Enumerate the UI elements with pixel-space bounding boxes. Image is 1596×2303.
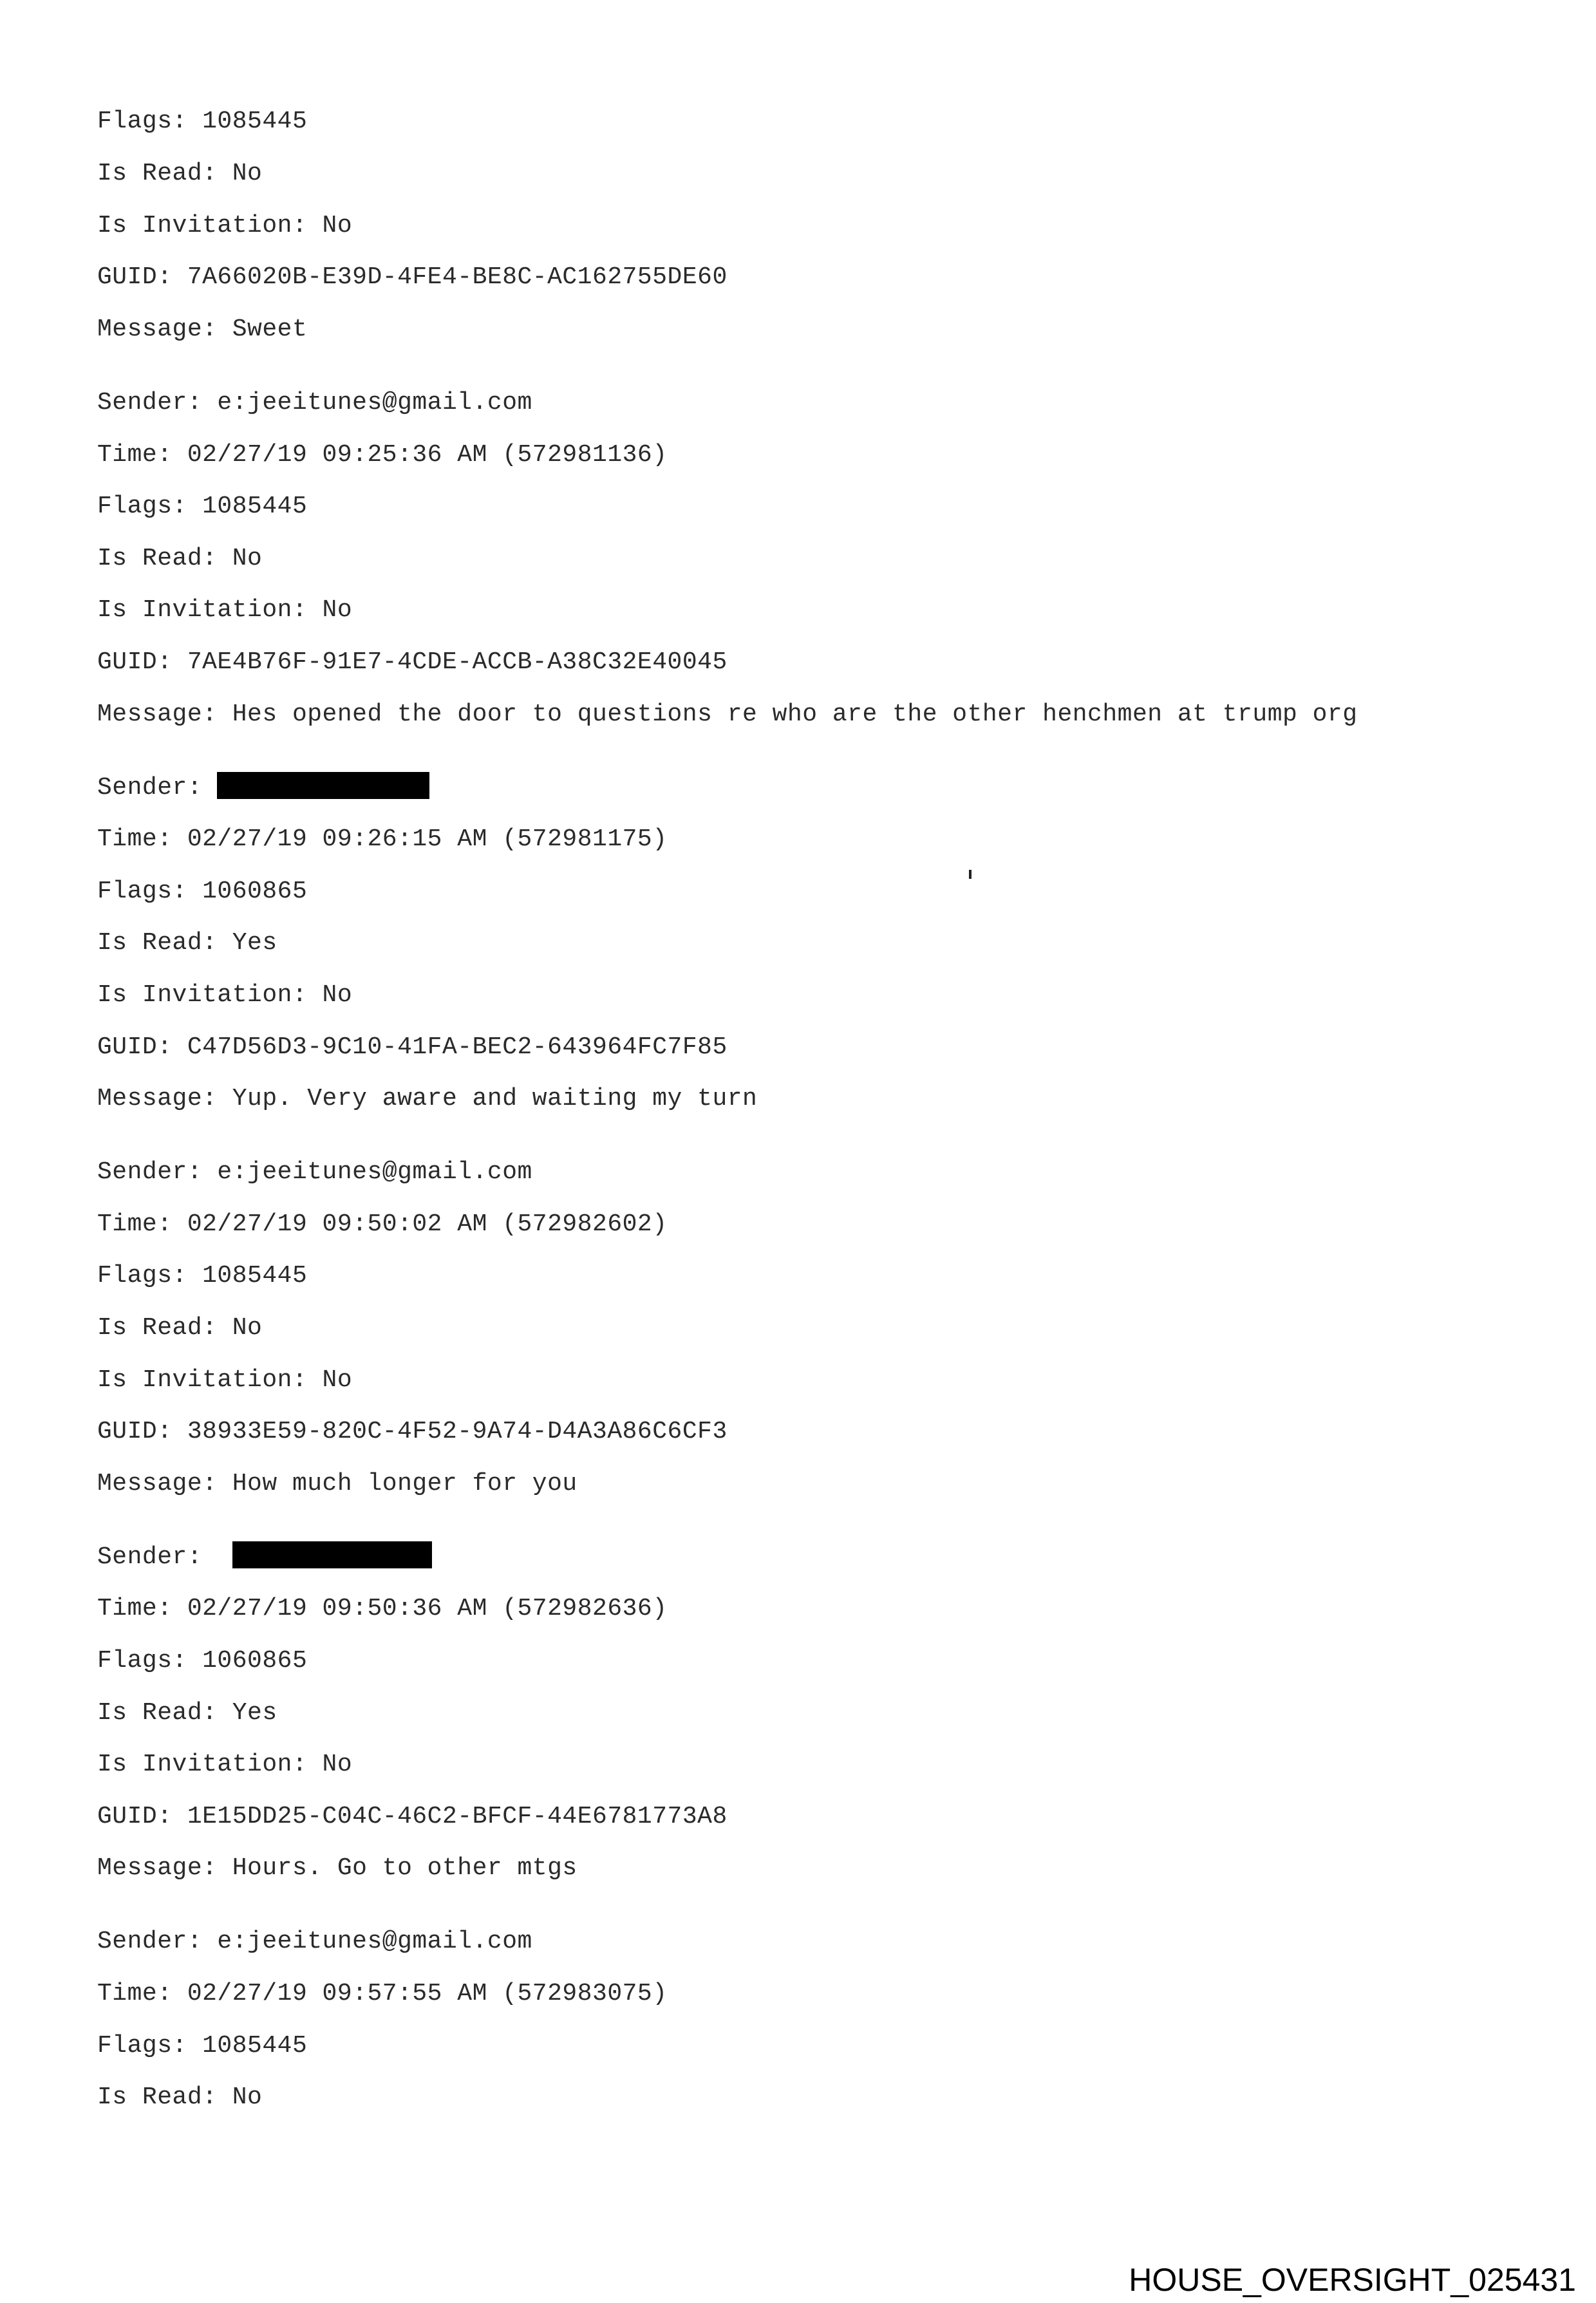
is-read-line: Is Read: No <box>97 160 263 187</box>
flags-line: Flags: 1085445 <box>97 1262 308 1290</box>
sender-line-redacted <box>97 1543 432 1572</box>
is-invitation-line: Is Invitation: No <box>97 596 353 624</box>
message-line: Message: How much longer for you <box>97 1470 577 1498</box>
flags-line: Flags: 1085445 <box>97 2032 308 2060</box>
flags-line: Flags: 1085445 <box>97 108 308 135</box>
message-line: Message: Sweet <box>97 315 308 343</box>
sender-line: Sender: e:jeeitunes@gmail.com <box>97 1928 532 1955</box>
guid-line: GUID: C47D56D3-9C10-41FA-BEC2-643964FC7F85 <box>97 1033 728 1061</box>
sender-line-redacted <box>97 773 429 803</box>
guid-line: GUID: 7A66020B-E39D-4FE4-BE8C-AC162755DE60 <box>97 263 728 291</box>
is-read-line: Is Read: No <box>97 545 263 572</box>
is-read-line: Is Read: Yes <box>97 929 277 957</box>
redaction-bar <box>217 772 429 799</box>
is-invitation-line: Is Invitation: No <box>97 1751 353 1778</box>
is-invitation-line: Is Invitation: No <box>97 212 353 240</box>
time-line: Time: 02/27/19 09:50:02 AM (572982602) <box>97 1210 668 1238</box>
message-line: Message: Yup. Very aware and waiting my turn <box>97 1085 758 1113</box>
time-line: Time: 02/27/19 09:25:36 AM (572981136) <box>97 441 668 469</box>
is-invitation-line: Is Invitation: No <box>97 981 353 1009</box>
sender-label: Sender: <box>97 774 203 802</box>
guid-line: GUID: 7AE4B76F-91E7-4CDE-ACCB-A38C32E40045 <box>97 648 728 676</box>
message-line: Message: Hours. Go to other mtgs <box>97 1854 577 1882</box>
time-line: Time: 02/27/19 09:26:15 AM (572981175) <box>97 825 668 853</box>
redaction-bar <box>232 1541 432 1568</box>
is-read-line: Is Read: No <box>97 1314 263 1342</box>
guid-line: GUID: 1E15DD25-C04C-46C2-BFCF-44E6781773A8 <box>97 1803 728 1830</box>
time-line: Time: 02/27/19 09:50:36 AM (572982636) <box>97 1595 668 1622</box>
bates-number: HOUSE_OVERSIGHT_025431 <box>1129 2262 1576 2298</box>
flags-line: Flags: 1060865 <box>97 878 308 905</box>
is-invitation-line: Is Invitation: No <box>97 1366 353 1394</box>
sender-line: Sender: e:jeeitunes@gmail.com <box>97 389 532 417</box>
message-line: Message: Hes opened the door to questions re who are the other henchmen at trump org <box>97 700 1358 728</box>
sender-label: Sender: <box>97 1543 203 1571</box>
scan-artifact-mark <box>969 870 972 879</box>
flags-line: Flags: 1085445 <box>97 493 308 520</box>
sender-line: Sender: e:jeeitunes@gmail.com <box>97 1158 532 1186</box>
guid-line: GUID: 38933E59-820C-4F52-9A74-D4A3A86C6CF3 <box>97 1418 728 1445</box>
flags-line: Flags: 1060865 <box>97 1647 308 1675</box>
is-read-line: Is Read: Yes <box>97 1699 277 1727</box>
time-line: Time: 02/27/19 09:57:55 AM (572983075) <box>97 1980 668 2007</box>
is-read-line: Is Read: No <box>97 2083 263 2111</box>
